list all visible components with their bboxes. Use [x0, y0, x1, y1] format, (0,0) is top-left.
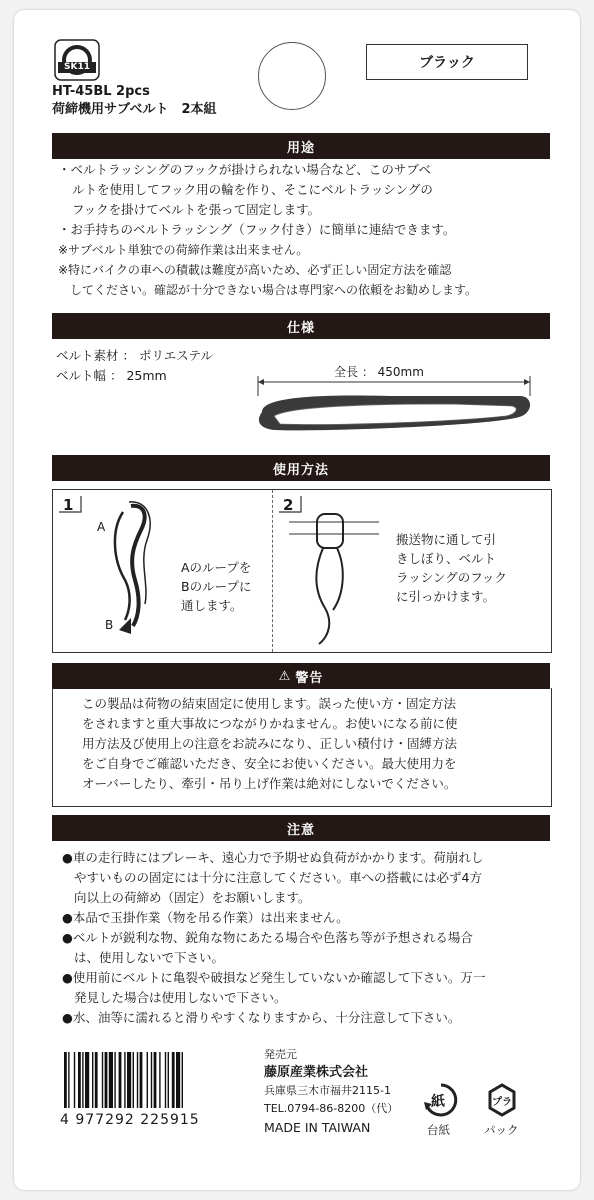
paper-label: 台紙: [427, 1123, 450, 1137]
caution-item: [62, 908, 552, 928]
step2-text-line2: きしぼり、ベルト: [396, 551, 497, 566]
plastic-mark: プラ: [492, 1097, 512, 1108]
brand-name: SK11: [64, 62, 90, 72]
usage-header: 用途: [52, 133, 550, 159]
step1-label-a: A: [97, 520, 106, 534]
brand-logo: [54, 38, 100, 82]
paper-mark: 紙: [431, 1094, 445, 1110]
caution-header: 注意: [52, 815, 550, 841]
usage-note2-line1: ※特にバイクの車への積載は難度が高いため、必ず正しい固定方法を確認: [58, 263, 452, 277]
caution-item1-line1: ●車の走行時にはブレーキ、遠心力で予期せぬ負荷がかかります。荷崩れし: [62, 850, 484, 865]
step2-text-line4: に引っかけます。: [396, 589, 496, 604]
spec-width: ベルト幅 ： 25mm: [56, 368, 167, 383]
caution-item3-line2: は、使用しないで下さい。: [74, 950, 225, 965]
usage-bullet1-line2: ルトを使用してフック用の輪を作り、そこにベルトラッシングの: [72, 182, 433, 197]
color-label: ブラック: [366, 44, 528, 80]
step1-number: 1: [63, 496, 74, 514]
caution-list: [62, 848, 552, 1028]
caution-item1-line3: 向以上の荷締め（固定）をお願いします。: [74, 890, 311, 905]
step1-text-line1: Aのループを: [181, 560, 252, 575]
spec-list: [56, 346, 213, 386]
paper-recycle-icon: [422, 1082, 460, 1118]
step-divider: [272, 490, 273, 652]
hook-illustration: [289, 512, 379, 648]
caution-item: [62, 928, 552, 968]
belt-illustration: [250, 372, 540, 442]
model-number: HT-45BL 2pcs: [52, 84, 150, 99]
usage-bullet2: ・お手持ちのベルトラッシング（フック付き）に簡単に連結できます。: [58, 222, 456, 237]
plastic-recycle-icon: [484, 1082, 520, 1118]
loop-illustration: [109, 500, 159, 640]
product-title: [52, 83, 217, 119]
warning-icon: ⚠: [278, 668, 292, 684]
step1-text-line3: 通します。: [181, 598, 243, 613]
caution-item4-line2: 発見した場合は使用しないで下さい。: [74, 990, 287, 1005]
hang-hole: [258, 42, 326, 110]
product-name: 荷締機用サブベルト 2本組: [52, 102, 217, 117]
usage-text: [58, 160, 550, 300]
barcode-number: 4 977292 225915: [60, 1112, 200, 1128]
warning-header: [52, 663, 550, 689]
warning-line3: 用方法及び使用上の注意をお読みになり、正しい積付け・固縛方法: [82, 736, 458, 751]
seller-info: [264, 1046, 398, 1118]
step2-text-line1: 搬送物に通して引: [396, 532, 497, 547]
warning-line5: オーバーしたり、牽引・吊り上げ作業は絶対にしないでください。: [82, 776, 457, 791]
seller-label: 発売元: [264, 1048, 297, 1061]
spec-material: ベルト素材 ： ポリエステル: [56, 348, 213, 363]
made-in: MADE IN TAIWAN: [264, 1120, 371, 1135]
spec-header: 仕様: [52, 313, 550, 339]
warning-line2: をされますと重大事故につながりかねません。お使いになる前に使: [82, 716, 458, 731]
company-name: 藤原産業株式会社: [264, 1065, 369, 1080]
warning-line1: この製品は荷物の結束固定に使用します。誤った使い方・固定方法: [82, 696, 457, 711]
step2-text: [396, 530, 507, 606]
step1-text: [181, 558, 251, 615]
step2-text-line3: ラッシングのフック: [396, 570, 507, 585]
caution-item1-line2: やすいものの固定には十分に注意してください。車への搭載には必ず4方: [74, 870, 482, 885]
caution-item2-line1: ●本品で玉掛作業（物を吊る作業）は出来ません。: [62, 910, 349, 925]
step2-number: 2: [283, 496, 294, 514]
step1-corner: [57, 494, 87, 524]
company-address: 兵庫県三木市福井2115-1: [264, 1084, 391, 1097]
caution-item: [62, 968, 552, 1008]
caution-item: [62, 1008, 552, 1028]
warning-line4: をご自身でご確認いただき、安全にお使いください。最大使用力を: [82, 756, 457, 771]
step1-label-b: B: [105, 618, 114, 632]
steps-panel: [52, 489, 552, 653]
usage-note2-line2: してください。確認が十分できない場合は専門家への依頼をお勧めします。: [70, 283, 478, 297]
caution-item4-line1: ●使用前にベルトに亀裂や破損など発生していないか確認して下さい。万一: [62, 970, 486, 985]
spec-length: 全長 ： 450mm: [334, 365, 424, 379]
caution-item5-line1: ●水、油等に濡れると滑りやすくなりますから、十分注意して下さい。: [62, 1010, 461, 1025]
usage-note1: ※サブベルト単独での荷締作業は出来ません。: [58, 243, 309, 257]
usage-bullet1-line1: ・ベルトラッシングのフックが掛けられない場合など、このサブベ: [58, 162, 431, 177]
warning-text: [82, 694, 542, 794]
caution-item: [62, 848, 552, 908]
caution-item3-line1: ●ベルトが鋭利な物、鋭角な物にあたる場合や色落ち等が予想される場合: [62, 930, 473, 945]
company-tel: TEL.0794-86-8200（代）: [264, 1102, 399, 1115]
step1-text-line2: Bのループに: [181, 579, 252, 594]
plastic-label: パック: [484, 1123, 519, 1137]
warning-title: 警告: [295, 670, 324, 686]
usage-bullet1-line3: フックを掛けてベルトを張って固定します。: [72, 202, 321, 217]
howto-header: 使用方法: [52, 455, 550, 481]
